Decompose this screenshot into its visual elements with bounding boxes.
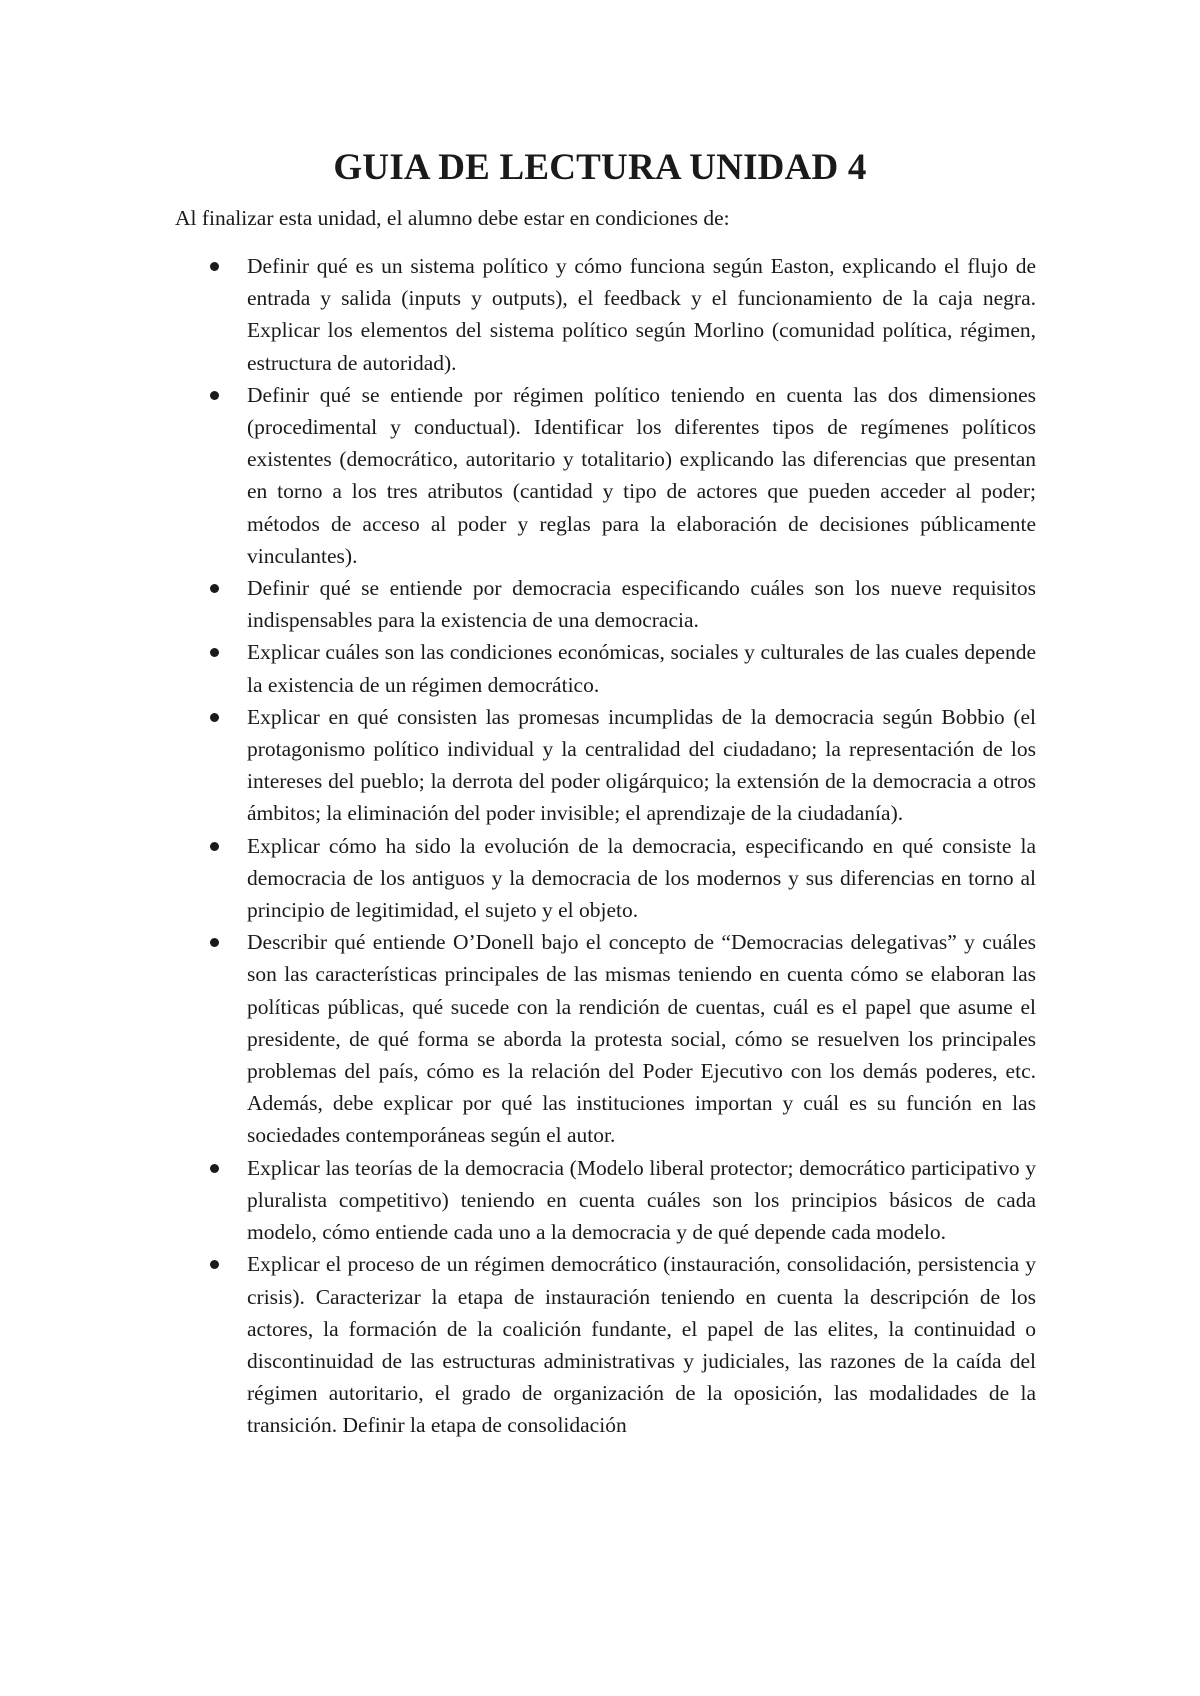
list-item — [210, 1248, 1036, 1441]
list-item-text: Explicar las teorías de la democracia (Modelo liberal protector; democrático participativo y pluralista competitivo) teniendo en cuenta cuáles son los principios básicos de cada modelo, cómo entiende cada uno a la democracia y de qué depende cada modelo. — [247, 1155, 1036, 1245]
list-item — [210, 636, 1036, 700]
page-title: GUIA DE LECTURA UNIDAD 4 — [333, 147, 867, 188]
bullet-icon — [210, 262, 219, 271]
list-item-text: Definir qué se entiende por democracia especificando cuáles son los nueve requisitos indispensables para la existencia de una democracia. — [247, 576, 1036, 633]
list-item-text: Explicar en qué consisten las promesas incumplidas de la democracia según Bobbio (el protagonismo político individual y la centralidad del ciudadano; la representación de los intereses del pueblo; la derrota del poder oligárquico; la extensión de la democracia a otros ámbitos; la eliminación del poder invisible; el aprendizaje de la ciudadanía). — [247, 704, 1036, 826]
objectives-list — [210, 250, 1036, 1442]
list-item-text: Definir qué es un sistema político y cómo funciona según Easton, explicando el flujo de entrada y salida (inputs y outputs), el feedback y el funcionamiento de la caja negra. Explicar los elementos del sistema político según Morlino (comunidad política, régimen, estructura de autoridad). — [247, 254, 1036, 375]
bullet-icon — [210, 1164, 219, 1173]
list-item — [210, 701, 1036, 830]
bullet-icon — [210, 1260, 219, 1269]
list-item — [210, 1152, 1036, 1249]
list-item — [210, 926, 1036, 1151]
bullet-icon — [210, 648, 219, 657]
list-item — [210, 830, 1036, 927]
list-item — [210, 572, 1036, 636]
bullet-icon — [210, 391, 219, 400]
bullet-icon — [210, 938, 219, 947]
bullet-icon — [210, 713, 219, 722]
list-item-text: Describir qué entiende O’Donell bajo el concepto de “Democracias delegativas” y cuáles son las características principales de las mismas teniendo en cuenta cómo se elaboran las políticas públicas, qué sucede con la rendición de cuentas, cuál es el papel que asume el presidente, de qué forma se aborda la protesta social, cómo se resuelven los principales problemas del país, cómo es la relación del Poder Ejecutivo con los demás poderes, etc. Además, debe explicar por qué las instituciones importan y cuál es su función en las sociedades contemporáneas según el autor. — [247, 930, 1036, 1148]
list-item — [210, 250, 1036, 379]
list-item — [210, 379, 1036, 572]
bullet-icon — [210, 584, 219, 593]
intro-text: Al finalizar esta unidad, el alumno debe estar en condiciones de: — [175, 206, 730, 230]
list-item-text: Definir qué se entiende por régimen político teniendo en cuenta las dos dimensiones (procedimental y conductual). Identificar los diferentes tipos de regímenes políticos existentes (democrático, autoritario y totalitario) explicando las diferencias que presentan en torno a los tres atributos (cantidad y tipo de actores que pueden acceder al poder; métodos de acceso al poder y reglas para la elaboración de decisiones públicamente vinculantes). — [247, 382, 1036, 568]
list-item-text: Explicar el proceso de un régimen democrático (instauración, consolidación, persistencia y crisis). Caracterizar la etapa de instauración teniendo en cuenta la descripción de los actores, la formación de la coalición fundante, el papel de las elites, la continuidad o discontinuidad de las estructuras administrativas y judiciales, las razones de la caída del régimen autoritario, el grado de organización de la oposición, las modalidades de la transición. Definir la etapa de consolidación — [247, 1252, 1036, 1438]
list-item-text: Explicar cuáles son las condiciones económicas, sociales y culturales de las cuales depende la existencia de un régimen democrático. — [247, 640, 1036, 697]
list-item-text: Explicar cómo ha sido la evolución de la democracia, especificando en qué consiste la democracia de los antiguos y la democracia de los modernos y sus diferencias en torno al principio de legitimidad, el sujeto y el objeto. — [247, 833, 1036, 923]
bullet-icon — [210, 842, 219, 851]
